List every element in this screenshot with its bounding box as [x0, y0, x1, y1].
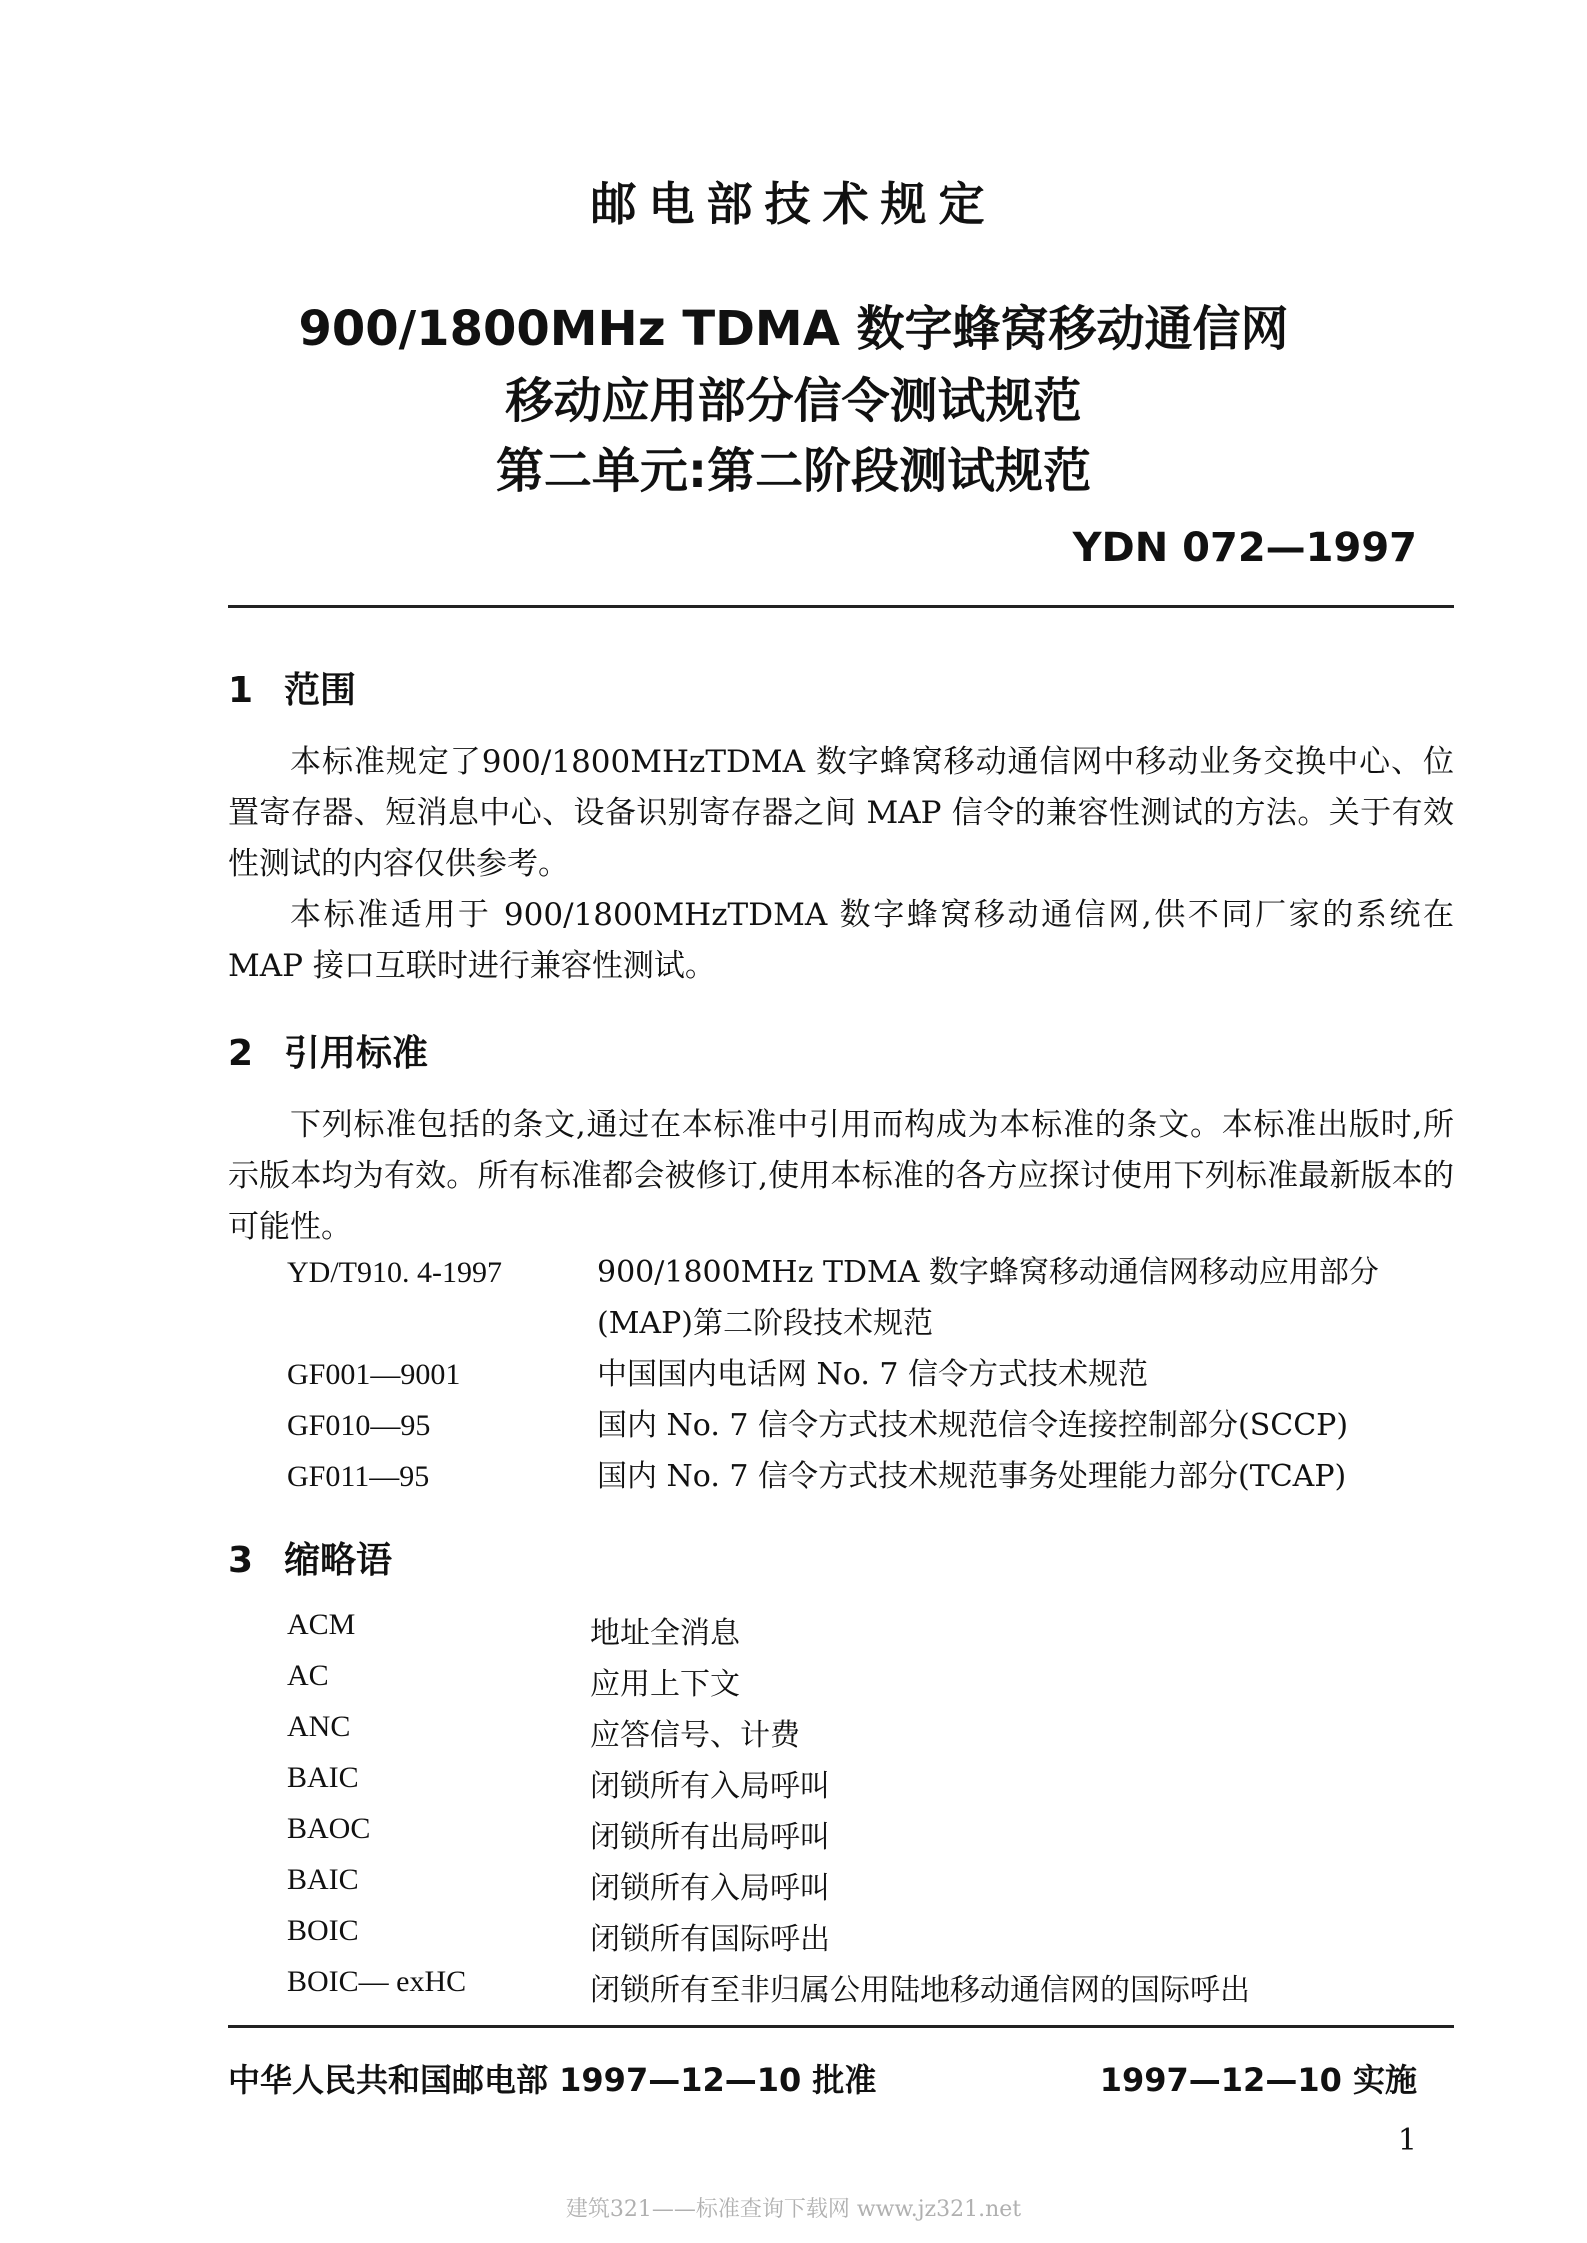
reference-code: YD/T910. 4-1997	[287, 1256, 502, 1289]
section-number: 3	[228, 1540, 254, 1581]
reference-title: 国内 No. 7 信令方式技术规范信令连接控制部分(SCCP)	[597, 1408, 1349, 1443]
reference-code: GF011—95	[287, 1460, 430, 1493]
abbreviation-meaning: 闭锁所有出局呼叫	[590, 1820, 830, 1855]
abbreviation-code: BAOC	[287, 1812, 371, 1845]
abbreviation-meaning: 应用上下文	[590, 1667, 740, 1702]
paragraph: 本标准规定了900/1800MHzTDMA 数字蜂窝移动通信网中移动业务交换中心、位置寄存器、短消息中心、设备识别寄存器之间 MAP 信令的兼容性测试的方法。关于有效性测试的内容仅供参考。	[228, 744, 1454, 882]
section-number: 1	[228, 670, 254, 711]
paragraph: 本标准适用于 900/1800MHzTDMA 数字蜂窝移动通信网,供不同厂家的系统在 MAP 接口互联时进行兼容性测试。	[228, 897, 1454, 984]
top-rule	[228, 605, 1454, 608]
reference-title: 中国国内电话网 No. 7 信令方式技术规范	[597, 1357, 1149, 1392]
reference-title: 国内 No. 7 信令方式技术规范事务处理能力部分(TCAP)	[597, 1459, 1347, 1494]
bottom-rule	[228, 2025, 1454, 2028]
standard-number: YDN 072—1997	[1072, 525, 1417, 571]
abbreviation-meaning: 闭锁所有国际呼出	[590, 1922, 830, 1957]
abbreviation-code: ACM	[287, 1608, 356, 1641]
paragraph: 下列标准包括的条文,通过在本标准中引用而构成为本标准的条文。本标准出版时,所示版本均为有效。所有标准都会被修订,使用本标准的各方应探讨使用下列标准最新版本的可能性。	[228, 1107, 1454, 1245]
section-heading-2	[228, 1025, 428, 1076]
abbreviation-code: BAIC	[287, 1863, 359, 1896]
abbreviation-code: BOIC	[287, 1914, 359, 1947]
abbreviation-code: AC	[287, 1659, 329, 1692]
section-title: 缩略语	[284, 1540, 393, 1581]
abbreviation-code: ANC	[287, 1710, 351, 1743]
title-line-2: 移动应用部分信令测试规范	[505, 373, 1082, 429]
abbreviation-code: BOIC— exHC	[287, 1965, 467, 1998]
watermark-text: 建筑321——标准查询下载网 www.jz321.net	[565, 2197, 1022, 2222]
title-line-1: 900/1800MHz TDMA 数字蜂窝移动通信网	[298, 301, 1289, 357]
implementation-date: 1997—12—10 实施	[1099, 2061, 1417, 2099]
abbreviation-meaning: 闭锁所有入局呼叫	[590, 1871, 830, 1906]
document-header: 邮电部技术规定	[590, 177, 997, 231]
approval-line: 中华人民共和国邮电部 1997—12—10 批准	[228, 2061, 877, 2099]
abbreviation-meaning: 闭锁所有至非归属公用陆地移动通信网的国际呼出	[590, 1973, 1250, 2008]
section-title: 引用标准	[284, 1033, 429, 1074]
page-number: 1	[1397, 2123, 1417, 2158]
section-title: 范围	[284, 670, 357, 711]
section-heading-3	[228, 1532, 392, 1583]
abbreviation-meaning: 闭锁所有入局呼叫	[590, 1769, 830, 1804]
abbreviation-meaning: 地址全消息	[590, 1616, 740, 1651]
title-line-3: 第二单元:第二阶段测试规范	[495, 443, 1092, 499]
reference-title: 900/1800MHz TDMA 数字蜂窝移动通信网移动应用部分(MAP)第二阶段技术规范	[597, 1255, 1379, 1341]
abbreviation-code: BAIC	[287, 1761, 359, 1794]
reference-code: GF001—9001	[287, 1358, 461, 1391]
section-number: 2	[228, 1033, 254, 1074]
abbreviation-meaning: 应答信号、计费	[590, 1718, 800, 1753]
reference-code: GF010—95	[287, 1409, 431, 1442]
section-heading-1	[228, 662, 356, 713]
